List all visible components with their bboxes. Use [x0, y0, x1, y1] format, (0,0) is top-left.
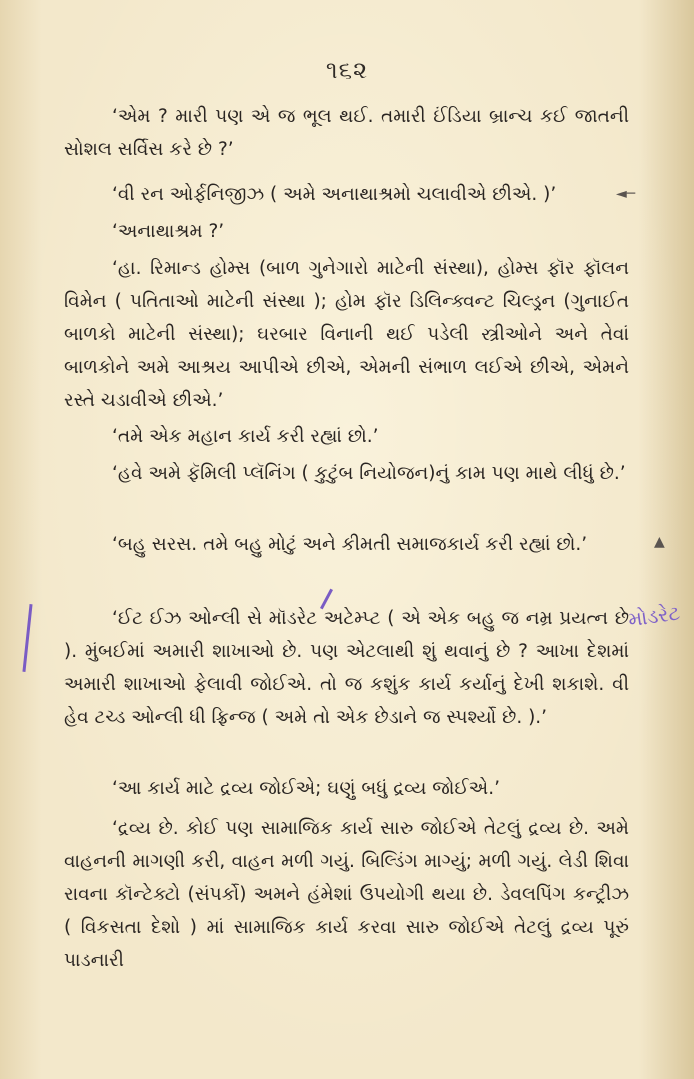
paragraph-4: ‘હા. રિમાન્ડ હોમ્સ (બાળ ગુનેગારો માટેની સંસ્થા), હોમ્સ ફૉર ફૉલન વિમેન ( પતિતાઓ માટેની સંસ્થા ); હોમ ફૉર ડિલિન્ક્વન્ટ ચિલ્ડ્રન (ગુનાઈત બાળકો માટેની સંસ્થા); ઘરબાર વિનાની થઈ પડેલી સ્ત્રીઓને અને તેવાં બાળકોને અમે આશ્રય આપીએ છીએ, એમની સંભાળ લઈએ છીએ, એમને રસ્તે ચડાવીએ છીએ.’	[64, 258, 629, 411]
paragraph-7: ‘બહુ સરસ. તમે બહુ મોટું અને કીમતી સમાજકાર્ય કરી રહ્યાં છો.’	[112, 534, 588, 555]
page-number: ૧૬૨	[325, 56, 369, 84]
margin-line-mark	[22, 604, 32, 672]
paragraph-8: ‘ઈટ ઈઝ ઓન્લી સે મૉડરેટ અટેમ્પ્ટ ( એ એક બહુ જ નમ્ર પ્રયત્ન છે ). મુંબઈમાં અમારી શાખાઓ છે. પણ એટલાથી શું થવાનું છે ? આખા દેશમાં અમારી શાખાઓ ફેલાવી જોઈએ. તો જ કશુંક કાર્ય કર્યાનું દેખી શકાશે. વી હેવ ટચ્ડ ઓન્લી ધી ફ્રિન્જ ( અમે તો એક છેડાને જ સ્પર્શ્યો છે. ).’	[64, 608, 629, 728]
pencil-mark-icon: ▲	[654, 534, 665, 550]
paragraph-1: ‘એમ ? મારી પણ એ જ ભૂલ થઈ. તમારી ઈંડિયા બ્રાન્ચ કઈ જાતની સોશલ સર્વિસ કરે છે ?’	[64, 106, 629, 160]
margin-handwritten-word: મોડરેટ	[626, 600, 682, 632]
paragraph-2: ‘વી રન ઓર્ફનિજીઝ ( અમે અનાથાશ્રમો ચલાવીએ છીએ. )’	[112, 184, 557, 205]
paragraph-10: ‘દ્રવ્ય છે. કોઈ પણ સામાજિક કાર્ય સારુ જોઈએ તેટલું દ્રવ્ય છે. અમે વાહનની માગણી કરી, વાહન મળી ગયું. બિલ્ડિંગ માગ્યું; મળી ગયું. લેડી શિવા રાવના કૉન્ટેક્ટો (સંપર્કો) અમને હંમેશાં ઉપયોગી થયા છે. ડેવલપિંગ કન્ટ્રીઝ ( વિકસતા દેશો ) માં સામાજિક કાર્ય કરવા સારુ જોઈએ તેટલું દ્રવ્ય પૂરું પાડનારી	[64, 818, 629, 971]
paragraph-9: ‘આ કાર્ય માટે દ્રવ્ય જોઈએ; ઘણું બધું દ્રવ્ય જોઈએ.’	[112, 778, 500, 799]
pencil-arrow-icon: ◄─	[616, 186, 636, 202]
paragraph-5: ‘તમે એક મહાન કાર્ય કરી રહ્યાં છો.’	[112, 426, 379, 447]
paragraph-6: ‘હવે અમે ફૅમિલી પ્લૅનિંગ ( કુટુંબ નિયોજન)નું કામ પણ માથે લીધું છે.’	[112, 463, 626, 484]
paragraph-3: ‘અનાથાશ્રમ ?’	[112, 221, 225, 242]
